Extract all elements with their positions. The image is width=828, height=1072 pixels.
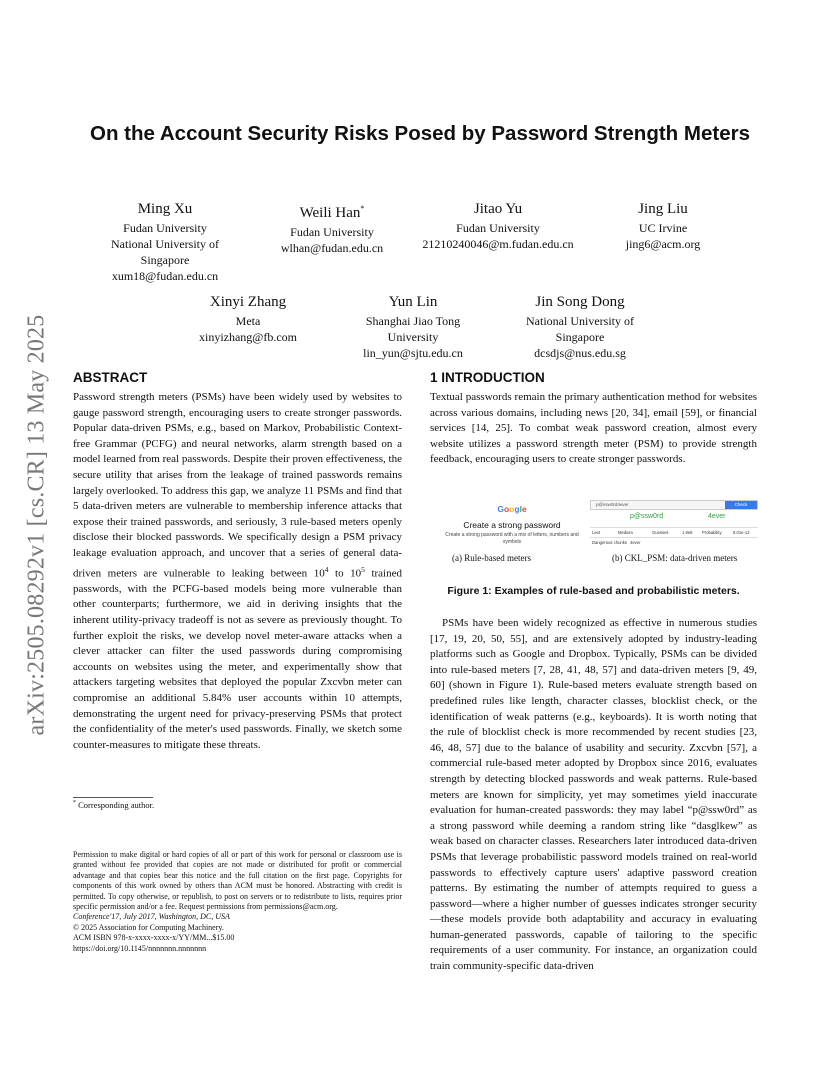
abstract-text: Password strength meters (PSMs) have been widely used by websites to gauge password strength, encouraging users to create stronger passwords. Popular data-driven PSMs, e.g., based on Markov, Probabilistic Context-free Grammar (PCFG) and neural networks, alarm strength based on a model learned from real passwords. Despite their proven effectiveness, the secure utility that arises from the leakage of trained passwords remains largely overlooked. To address this gap, we analyze 11 PSMs and find that 5 data-driven meters are vulnerable to membership inference attacks that expose their trained passwords, and seriously, 3 rule-based meters openly disclose their blocked passwords. We specifically design a PSM privacy leakage evaluation approach, and uncover that a series of general data-driven meters are vulnerable to leaking between $10^4$ to $10^5$ trained passwords, with the PCFG-based models being more vulnerable than other counterparts; furthermore, we aid in deriving insights that the inherent utility-privacy tradeoff is not as severe as previously thought. To further exploit the risks, we develop novel meter-aware attacks when a clever attacker can filter the used passwords during compromising accounts on websites using the meter, and experimentally show that attackers targeting websites that deployed the popular Zxcvbn meter can compromise an additional 5.84% user accounts within 10 attempts, demonstrating the urgent need for privacy-preserving PSMs that protect the confidentiality of the meter's used passwords. Finally, we sketch some counter-measures to mitigate these threats. [73, 391, 402, 751]
author-affiliation: University [387, 330, 439, 344]
doi-line: https://doi.org/10.1145/nnnnnnn.nnnnnnn [73, 943, 207, 953]
permission-block [73, 850, 402, 954]
ckl-segment: p@ssw0rd [630, 513, 664, 520]
author-affiliation: Shanghai Jiao Tong [365, 314, 461, 328]
abstract-heading: ABSTRACT [73, 370, 148, 385]
author-affiliation: Fudan University [290, 225, 374, 239]
intro-section [430, 369, 757, 468]
copyright-line: © 2025 Association for Computing Machinery. [73, 922, 224, 932]
ckl-query: p@ssw0rd4ever [596, 502, 629, 507]
intro-paragraph-1: Textual passwords remain the primary authentication method for websites across various domains, including news [20, 34], email [59], or financial services [14, 25]. To combat weak password creation, almost every website utilizes a password strength meter (PSM) to provide strength feedback, encouraging users to create stronger passwords. [430, 391, 757, 466]
author-affiliation: National University of [526, 314, 634, 328]
footnote: * Corresponding author. [73, 800, 155, 810]
arxiv-stamp [22, 300, 52, 750]
corresponding-mark: * [360, 204, 365, 213]
paper-title: On the Account Security Risks Posed by Password Strength Meters [90, 122, 750, 145]
ckl-result-row: Dangerous chunks 4ever [590, 537, 758, 547]
author-block [95, 198, 235, 284]
figure-caption: Figure 1: Examples of rule-based and probabilistic meters. [447, 585, 740, 597]
author-affiliation: Singapore [555, 330, 605, 344]
author-block [603, 198, 723, 252]
intro-continued [430, 616, 757, 975]
author-affiliation: Singapore [140, 253, 190, 267]
author-block [178, 291, 318, 345]
footnote-rule [73, 797, 153, 798]
google-meter-image [442, 500, 582, 555]
arxiv-identifier: arXiv:2505.08292v1 [cs.CR] 13 May 2025 [23, 314, 50, 736]
ckl-check-button: Check [725, 501, 757, 509]
ckl-result-row: Leet Medium Guesses 1.9e6 Probability 5.01e-12 [590, 527, 758, 537]
author-name: Yun Lin [388, 294, 438, 310]
author-block [343, 291, 483, 361]
author-email: dcsdjs@nus.edu.sg [534, 346, 626, 360]
author-affiliation: Meta [235, 314, 261, 328]
author-email: jing6@acm.org [625, 237, 701, 251]
author-affiliation: UC Irvine [638, 221, 688, 235]
isbn-line: ACM ISBN 978-x-xxxx-xxxx-x/YY/MM...$15.00 [73, 933, 235, 943]
author-block [262, 198, 402, 256]
author-affiliation: Fudan University [123, 221, 207, 235]
google-logo: Google [497, 504, 527, 514]
author-name: Jitao Yu [473, 201, 523, 217]
figure-1 [430, 500, 757, 600]
ckl-psm-image [590, 500, 758, 555]
author-affiliation: Fudan University [456, 221, 540, 235]
conference-line: Conference'17, July 2017, Washington, DC, USA [73, 912, 230, 922]
intro-heading: 1 INTRODUCTION [430, 370, 545, 385]
subfigure-caption-a: (a) Rule-based meters [452, 553, 531, 563]
author-name: Ming Xu [137, 201, 193, 217]
author-email: wlhan@fudan.edu.cn [280, 241, 384, 255]
author-affiliation: National University of [111, 237, 219, 251]
intro-paragraph-2: PSMs have been widely recognized as effective in numerous studies [17, 19, 20, 50, 55], and are extensively adopted by industry-leading platforms such as Google and Dropbox. Typically, PSMs can be divided into rule-based meters [7, 28, 41, 48, 57] and data-driven meters [9, 49, 60] (shown in Figure 1). Rule-based meters evaluate strength based on predefined rules like length, character classes, blocklist check, or the identification of weak patterns (e.g., keyboards). It is worth noting that the rule of blocklist check is more recommended by recent studies [23, 46, 48, 57] due to the balance of usability and security. Zxcvbn [57], a commercial rule-based meter adopted by Dropbox since 2016, evaluates strength by detecting blocked passwords and weak patterns. Rule-based meters are known for simplicity, yet may sometimes yield inaccurate evaluation for human-created passwords: they may label “p@ssw0rd” as a strong password while deeming a random string like “dasglkew” as weak based on character classes. Researchers later introduced data-driven PSMs that leverage probabilistic password models trained on real-world passwords to effectively capture users' adaptive password creation patterns. By estimating the number of attempts required to guess a password—where a higher number of guesses indicates stronger security—these models provide both adaptability and accuracy in evaluating human-generated passwords, capable of tailoring to the specific requirements of a user community. For instance, an organization could train community-specific data-driven [430, 617, 757, 973]
author-name: Weili Han [299, 205, 361, 221]
abstract-section [73, 369, 402, 753]
author-name: Jin Song Dong [535, 294, 625, 310]
author-email: xum18@fudan.edu.cn [111, 269, 219, 283]
google-subtext: Create a strong password with a mix of letters, numbers and symbols [445, 532, 579, 545]
subfigure-caption-b: (b) CKL_PSM: data-driven meters [612, 553, 738, 563]
author-email: xinyizhang@fb.com [198, 330, 298, 344]
author-email: lin_yun@sjtu.edu.cn [363, 346, 463, 360]
author-block [505, 291, 655, 361]
ckl-search-bar [590, 500, 758, 510]
author-email: 21210240046@m.fudan.edu.cn [422, 237, 574, 251]
author-name: Xinyi Zhang [209, 294, 287, 310]
author-block [413, 198, 583, 252]
google-heading: Create a strong password [463, 520, 561, 530]
ckl-segments [590, 510, 758, 524]
author-name: Jing Liu [638, 201, 688, 217]
ckl-segment: 4ever [708, 513, 726, 520]
permission-text: Permission to make digital or hard copies of all or part of this work for personal or classroom use is granted without fee provided that copies are not made or distributed for profit or commercial advantage and that copies bear this notice and the full citation on the first page. Copyrights for components of this work owned by others than ACM must be honored. Abstracting with credit is permitted. To copy otherwise, or republish, to post on servers or to redistribute to lists, requires prior specific permission and/or a fee. Request permissions from permissions@acm.org. [73, 850, 402, 912]
